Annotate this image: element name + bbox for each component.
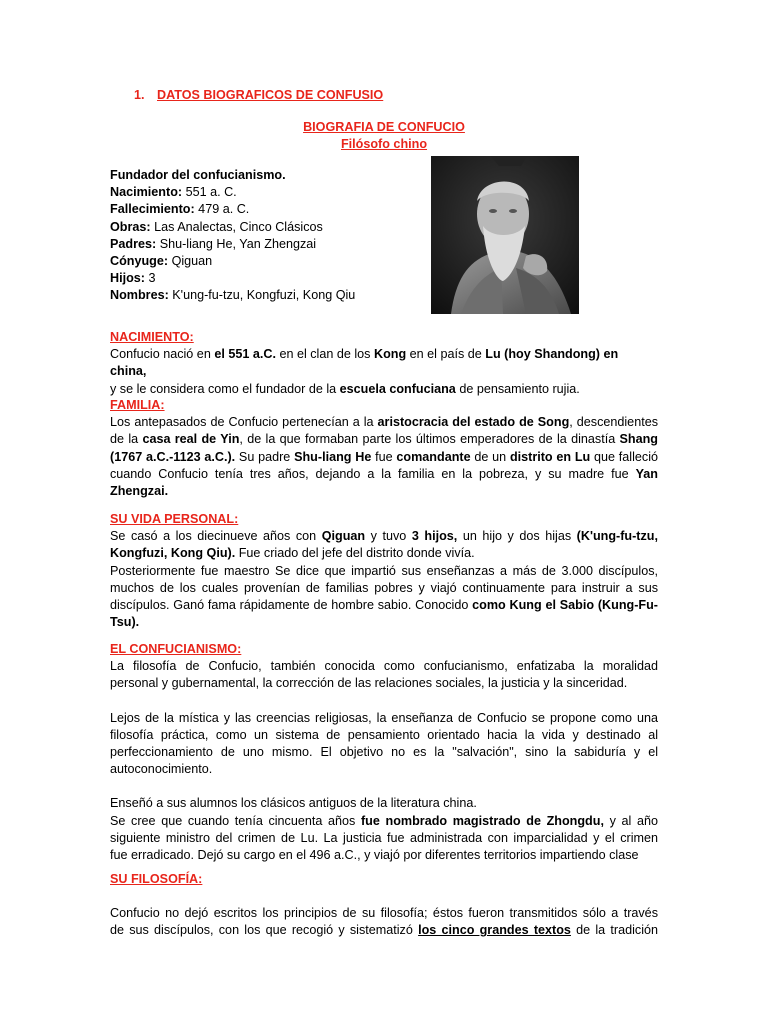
section-vida-personal bbox=[110, 511, 658, 631]
text-line: cuando Confucio tenía tres años, dejando a la familia en la pobreza, y su madre fue Yan bbox=[110, 466, 658, 481]
text-line: siguiente ministro del crimen de Lu. La justicia fue administrada con imparcialidad y el crimen bbox=[110, 830, 658, 845]
section-title-vida: SU VIDA PERSONAL: bbox=[110, 512, 239, 526]
text-line: filosofía práctica, como un sistema de pensamiento orientado hacia la vida y destinado al bbox=[110, 727, 658, 742]
info-row-children: Hijos: 3 bbox=[110, 271, 156, 286]
text-line: Enseñó a sus alumnos los clásicos antiguos de la literatura china. bbox=[110, 796, 477, 811]
founder-line: Fundador del confucianismo. bbox=[110, 168, 286, 182]
text-line: Se casó a los diecinueve años con Qiguan y tuvo 3 hijos, un hijo y dos hijas (K'ung-fu-tzu, bbox=[110, 529, 658, 544]
text-line: muchos de los cuales provenían de familias pobres y viajó continuamente para instruir a sus bbox=[110, 580, 658, 595]
section-title-nacimiento: NACIMIENTO: bbox=[110, 330, 194, 344]
text-line: (1767 a.C.-1123 a.C.). Su padre Shu-liang He fue comandante de un distrito en Lu que falleció bbox=[110, 449, 659, 464]
text-line: Se cree que cuando tenía cincuenta años fue nombrado magistrado de Zhongdu, y al año bbox=[110, 813, 658, 828]
text-line: y se le considera como el fundador de la escuela confuciana de pensamiento rujia. bbox=[110, 381, 580, 396]
info-row-works: Obras: Las Analectas, Cinco Clásicos bbox=[110, 219, 323, 234]
page-subtitle: Filósofo chino bbox=[340, 137, 428, 151]
section-nacimiento bbox=[110, 329, 658, 398]
text-line: Confucio nació en el 551 a.C. en el clan de los Kong en el país de Lu (hoy Shandong) en china, bbox=[110, 347, 619, 379]
text-line: La filosofía de Confucio, también conocida como confucianismo, enfatizaba la moralidad bbox=[110, 659, 658, 674]
text-line: Tsu). bbox=[110, 615, 140, 630]
text-line: Lejos de la mística y las creencias religiosas, la enseñanza de Confucio se propone como una bbox=[110, 710, 658, 725]
text-line: perfeccionamiento de uno mismo. El objetivo no es la "salvación", sino la sabiduría y el bbox=[110, 745, 658, 760]
text-line: Kongfuzi, Kong Qiu). Fue criado del jefe del distrito donde vivía. bbox=[110, 546, 475, 561]
info-row-parents: Padres: Shu-liang He, Yan Zhengzai bbox=[110, 236, 317, 251]
text-line: fue erradicado. Dejó su cargo en el 496 a.C., y viajó por diferentes territorios impartiendo clase bbox=[110, 848, 639, 863]
text-line: Confucio no dejó escritos los principios de su filosofía; éstos fueron transmitidos sólo a través bbox=[110, 906, 658, 921]
text-line: Posteriormente fue maestro Se dice que impartió sus enseñanzas a más de 3.000 discípulos, bbox=[110, 563, 658, 578]
text-line: autoconocimiento. bbox=[110, 762, 213, 777]
section-title-familia: FAMILIA: bbox=[110, 398, 165, 412]
section-title-filosofia: SU FILOSOFÍA: bbox=[110, 872, 203, 886]
info-row-names: Nombres: K'ung-fu-tzu, Kongfuzi, Kong Qiu bbox=[110, 288, 356, 303]
section-heading-1 bbox=[134, 87, 383, 104]
text-line: de sus discípulos, con los que recogió y sistematizó los cinco grandes textos de la tradición bbox=[110, 923, 659, 938]
section-filosofia bbox=[110, 871, 658, 940]
info-row-birth: Nacimiento: 551 a. C. bbox=[110, 185, 237, 200]
info-box bbox=[110, 167, 410, 305]
section-confucianismo bbox=[110, 641, 658, 864]
page-title: BIOGRAFIA DE CONFUCIO bbox=[303, 120, 465, 134]
text-line: personal y gubernamental, la corrección de las relaciones sociales, la justicia y la sinceridad. bbox=[110, 676, 628, 691]
heading-number: 1. bbox=[134, 88, 145, 102]
text-line: de la casa real de Yin, de la que formaban parte los últimos emperadores de la dinastía Shang bbox=[110, 432, 658, 447]
section-familia bbox=[110, 397, 658, 500]
text-line: Los antepasados de Confucio pertenecían a la aristocracia del estado de Song, descendientes bbox=[110, 415, 658, 430]
info-row-spouse: Cónyuge: Qiguan bbox=[110, 254, 213, 269]
text-line: Zhengzai. bbox=[110, 484, 169, 499]
section-title-confucianismo: EL CONFUCIANISMO: bbox=[110, 642, 242, 656]
text-line: discípulos. Ganó fama rápidamente de hombre sabio. Conocido como Kung el Sabio (Kung-Fu- bbox=[110, 598, 658, 613]
info-row-death: Fallecimiento: 479 a. C. bbox=[110, 202, 250, 217]
confucius-statue-photo bbox=[431, 156, 579, 314]
heading-text: DATOS BIOGRAFICOS DE CONFUSIO bbox=[157, 88, 384, 102]
